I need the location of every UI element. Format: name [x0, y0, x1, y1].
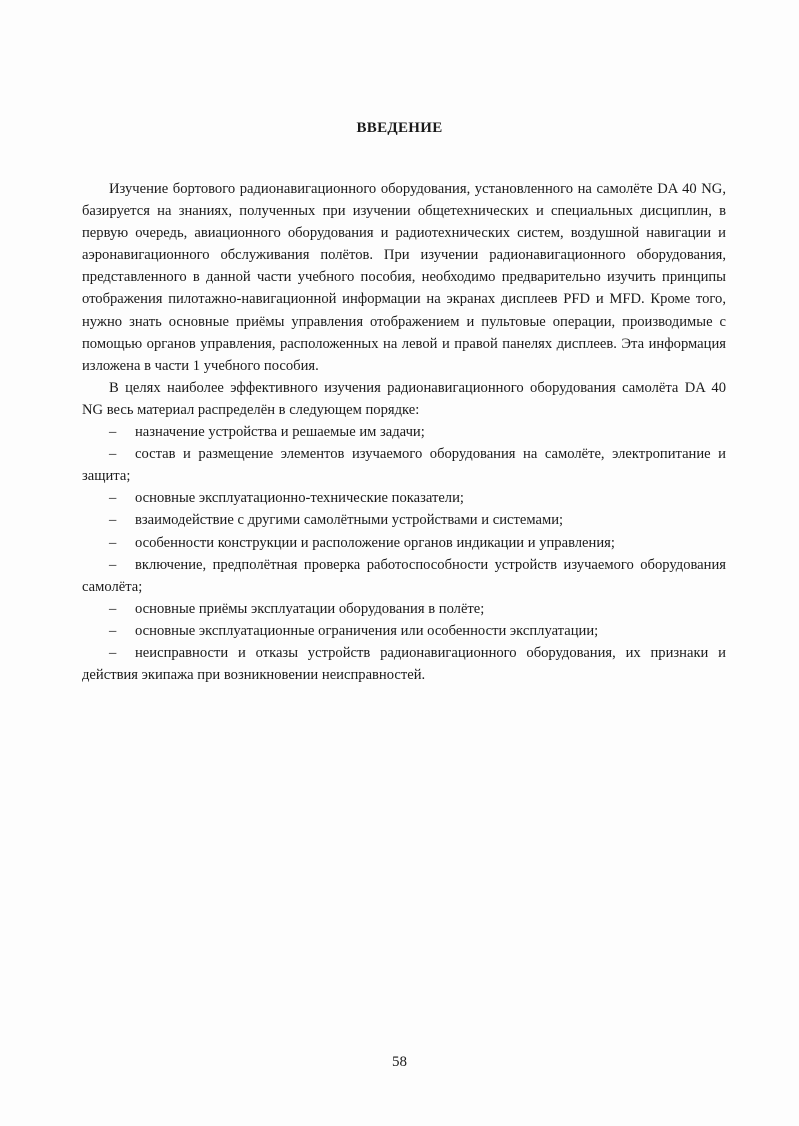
list-item: – включение, предполётная проверка работоспособности устройств изучаемого оборудования самолёта; — [82, 554, 726, 598]
list-item: – назначение устройства и решаемые им задачи; — [82, 421, 726, 443]
list-item: – взаимодействие с другими самолётными устройствами и системами; — [82, 509, 726, 531]
page-number: 58 — [392, 1054, 407, 1070]
body-text — [82, 178, 726, 686]
list-dash: – — [109, 424, 117, 441]
intro-paragraph: Изучение бортового радионавигационного оборудования, установленного на самолёте DA 40 NG, базируется на знаниях, полученных при изучении общетехнических и специальных дисциплин, в первую очередь, авиационного оборудования и радиотехнических систем, воздушной навигации и аэронавигационного обслуживания полётов. При изучении радионавигационного оборудования, представленного в данной части учебного пособия, необходимо предварительно изучить принципы отображения пилотажно-навигационной информации на экранах дисплеев PFD и MFD. Кроме того, нужно знать основные приёмы управления отображением и пультовые операции, производимые с помощью органов управления, расположенных на левой и правой панелях дисплеев. Эта информация изложена в части 1 учебного пособия. — [82, 181, 726, 374]
list-dash: – — [109, 534, 117, 551]
list-dash: – — [109, 512, 117, 529]
list-dash: – — [109, 556, 117, 573]
list-dash: – — [109, 490, 117, 507]
topics-list — [82, 421, 726, 686]
page-heading: ВВЕДЕНИЕ — [356, 120, 443, 136]
list-item: – особенности конструкции и расположение органов индикации и управления; — [82, 532, 726, 554]
list-item: – основные эксплуатационные ограничения или особенности эксплуатации; — [82, 620, 726, 642]
list-dash: – — [109, 600, 117, 617]
list-item: – состав и размещение элементов изучаемого оборудования на самолёте, электропитание и защита; — [82, 443, 726, 487]
list-item: – неисправности и отказы устройств радионавигационного оборудования, их признаки и действия экипажа при возникновении неисправностей. — [82, 642, 726, 686]
list-dash: – — [109, 446, 117, 463]
list-item: – основные эксплуатационно-технические показатели; — [82, 487, 726, 509]
list-dash: – — [109, 622, 117, 639]
list-dash: – — [109, 644, 117, 661]
order-paragraph: В целях наиболее эффективного изучения радионавигационного оборудования самолёта DA 40 NG весь материал распределён в следующем порядке: — [82, 379, 726, 418]
list-item: – основные приёмы эксплуатации оборудования в полёте; — [82, 598, 726, 620]
